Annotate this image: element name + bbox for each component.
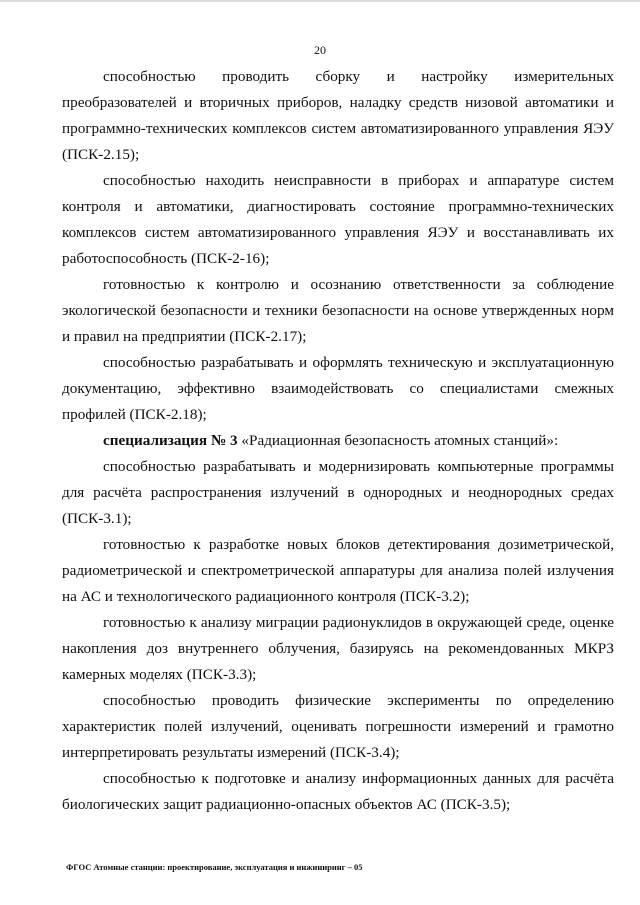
paragraph-psk-3-3: готовностью к анализу миграции радионуклидов в окружающей среде, оценке накопления доз внутреннего облучения, базируясь на рекомендованных МКРЗ камерных моделях (ПСК-3.3); xyxy=(62,614,614,683)
page-footer: ФГОС Атомные станции: проектирование, эксплуатация и инжиниринг – 05 xyxy=(66,862,363,872)
paragraph-psk-2-18: способностью разрабатывать и оформлять техническую и эксплуатационную документацию, эффективно взаимодействовать со специалистами смежных профилей (ПСК-2.18); xyxy=(62,354,614,423)
paragraph-psk-3-5: способностью к подготовке и анализу информационных данных для расчёта биологических защит радиационно-опасных объектов АС (ПСК-3.5); xyxy=(62,770,614,813)
top-edge-line xyxy=(0,0,640,2)
paragraph-psk-2-15: способностью проводить сборку и настройку измерительных преобразователей и вторичных приборов, наладку средств низовой автоматики и программно-технических комплексов систем автоматизированного управления ЯЭУ (ПСК-2.15); xyxy=(62,68,614,163)
paragraph-psk-3-2: готовностью к разработке новых блоков детектирования дозиметрической, радиометрической и спектрометрической аппаратуры для анализа полей излучения на АС и технологического радиационного контроля (ПСК-3.2); xyxy=(62,536,614,605)
page-number: 20 xyxy=(314,43,326,57)
specialization-label: специализация № 3 xyxy=(103,432,238,449)
specialization-title: «Радиационная безопасность атомных станций»: xyxy=(237,432,559,449)
paragraph-psk-3-4: способностью проводить физические эксперименты по определению характеристик полей излучений, оценивать погрешности измерений и грамотно интерпретировать результаты измерений (ПСК-3.4); xyxy=(62,692,614,761)
paragraph-psk-2-16: способностью находить неисправности в приборах и аппаратуре систем контроля и автоматики, диагностировать состояние программно-технических комплексов систем автоматизированного управления ЯЭУ и восстанавливать их работоспособность (ПСК-2-16); xyxy=(62,172,614,267)
paragraph-psk-3-1: способностью разрабатывать и модернизировать компьютерные программы для расчёта распространения излучений в однородных и неоднородных средах (ПСК-3.1); xyxy=(62,458,614,527)
paragraph-psk-2-17: готовностью к контролю и осознанию ответственности за соблюдение экологической безопасности и техники безопасности на основе утвержденных норм и правил на предприятии (ПСК-2.17); xyxy=(62,276,614,345)
document-body xyxy=(62,64,614,818)
specialization-heading xyxy=(62,428,614,454)
